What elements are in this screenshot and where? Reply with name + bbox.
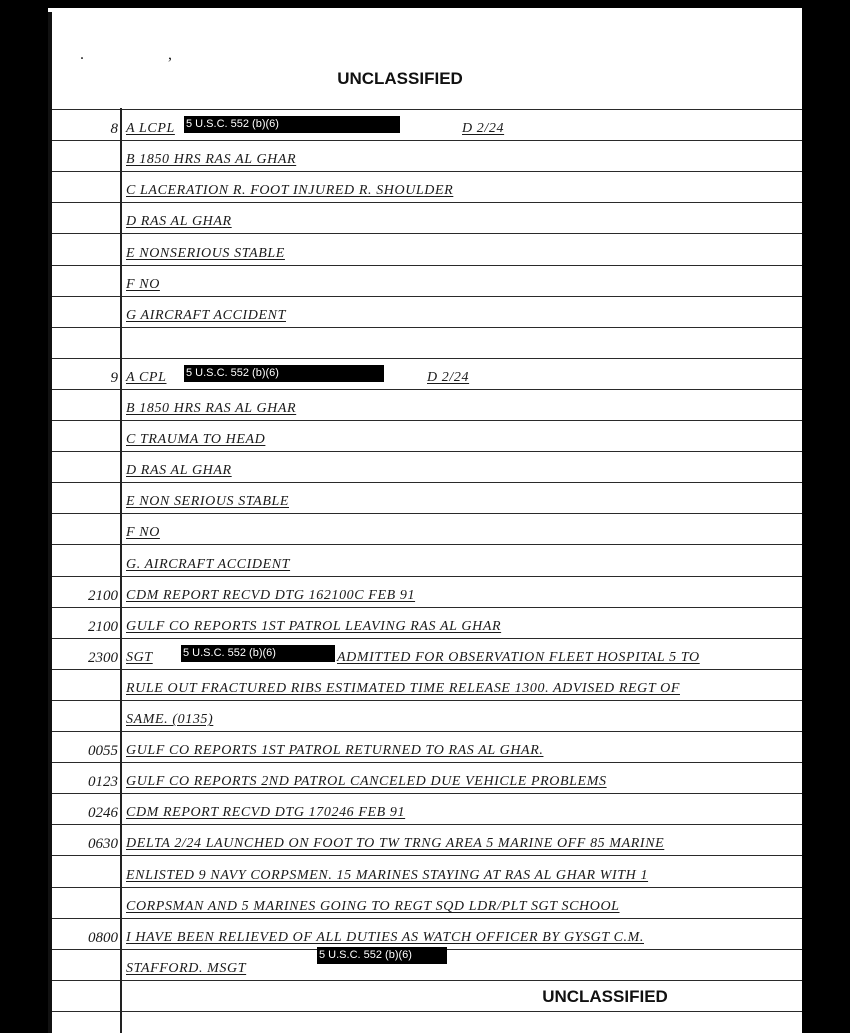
entry-text: B 1850 HRS RAS AL GHAR (126, 401, 297, 416)
time-entry: 0246 (88, 805, 118, 821)
classification-header: UNCLASSIFIED (337, 69, 463, 88)
log-line (52, 824, 802, 855)
log-line (52, 140, 802, 171)
entry-text: D RAS AL GHAR (126, 463, 232, 478)
entry-text: A LCPL (126, 121, 175, 136)
log-line (52, 171, 802, 202)
entry-text: ENLISTED 9 NAVY CORPSMEN. 15 MARINES STAYING AT RAS AL GHAR WITH 1 (126, 868, 649, 883)
log-line (52, 856, 802, 887)
time-entry: 2100 (88, 588, 118, 604)
entry-text: C LACERATION R. FOOT INJURED R. SHOULDER (126, 183, 454, 198)
log-line (52, 358, 802, 389)
entry-text: D RAS AL GHAR (126, 214, 232, 229)
entry-text: G AIRCRAFT ACCIDENT (126, 308, 286, 323)
entry-text: E NON SERIOUS STABLE (126, 494, 290, 509)
scan-right-border (802, 0, 850, 1033)
log-line (52, 327, 802, 358)
entry-text: CDM REPORT RECVD DTG 170246 FEB 91 (126, 805, 406, 820)
time-entry: 0123 (88, 774, 118, 790)
log-line (52, 793, 802, 824)
log-line (52, 607, 802, 638)
entry-text-continued: D 2/24 (462, 121, 505, 136)
log-line (52, 296, 802, 327)
log-line (52, 576, 802, 607)
time-entry: 8 (110, 121, 118, 137)
log-line (52, 265, 802, 296)
log-line (52, 669, 802, 700)
entry-text-continued: ADMITTED FOR OBSERVATION FLEET HOSPITAL 5 TO (337, 650, 700, 665)
log-line (52, 918, 802, 949)
log-line (52, 731, 802, 762)
log-line (52, 451, 802, 482)
entry-text: E NONSERIOUS STABLE (126, 246, 285, 261)
scan-left-border (0, 8, 48, 1033)
classification-footer: UNCLASSIFIED (542, 987, 668, 1006)
time-column-margin-line (120, 108, 122, 1033)
entry-text: SAME. (0135) (126, 712, 214, 727)
entry-text: GULF CO REPORTS 1ST PATROL RETURNED TO RAS AL GHAR. (126, 743, 544, 758)
stray-marks: . , (80, 46, 212, 63)
redaction-box: 5 U.S.C. 552 (b)(6) (184, 116, 400, 133)
time-entry: 0055 (88, 743, 118, 759)
entry-text: DELTA 2/24 LAUNCHED ON FOOT TO TW TRNG AREA 5 MARINE OFF 85 MARINE (126, 836, 665, 851)
log-line (52, 234, 802, 265)
log-line (52, 887, 802, 918)
entry-text: I HAVE BEEN RELIEVED OF ALL DUTIES AS WATCH OFFICER BY GYSGT C.M. (126, 930, 644, 945)
entry-text: STAFFORD. MSGT (126, 961, 247, 976)
log-line (52, 513, 802, 544)
entry-text: F NO (126, 277, 160, 292)
time-entry: 0630 (88, 836, 118, 852)
ruled-line (52, 1011, 802, 1012)
log-line (52, 420, 802, 451)
redaction-box: 5 U.S.C. 552 (b)(6) (181, 645, 335, 662)
time-entry: 2100 (88, 619, 118, 635)
log-line (52, 202, 802, 233)
log-line (52, 949, 802, 980)
entry-text: GULF CO REPORTS 1ST PATROL LEAVING RAS AL GHAR (126, 619, 502, 634)
entry-text: RULE OUT FRACTURED RIBS ESTIMATED TIME RELEASE 1300. ADVISED REGT OF (126, 681, 680, 696)
redaction-box: 5 U.S.C. 552 (b)(6) (317, 947, 447, 964)
log-line (52, 545, 802, 576)
ruled-line (52, 980, 802, 981)
log-line (52, 482, 802, 513)
time-entry: 2300 (88, 650, 118, 666)
redaction-box: 5 U.S.C. 552 (b)(6) (184, 365, 384, 382)
entry-text: C TRAUMA TO HEAD (126, 432, 266, 447)
scan-top-gap (47, 8, 807, 12)
entry-text: G. AIRCRAFT ACCIDENT (126, 557, 291, 572)
entry-text-continued: D 2/24 (427, 370, 470, 385)
entry-text: A CPL (126, 370, 167, 385)
log-line (52, 638, 802, 669)
entry-text: F NO (126, 525, 160, 540)
time-entry: 0800 (88, 930, 118, 946)
time-entry: 9 (110, 370, 118, 386)
log-line (52, 109, 802, 140)
log-line (52, 700, 802, 731)
entry-text: CORPSMAN AND 5 MARINES GOING TO REGT SQD LDR/PLT SGT SCHOOL (126, 899, 620, 914)
entry-text: CDM REPORT RECVD DTG 162100C FEB 91 (126, 588, 416, 603)
log-line (52, 389, 802, 420)
entry-text: SGT (126, 650, 153, 665)
log-line (52, 762, 802, 793)
entry-text: B 1850 HRS RAS AL GHAR (126, 152, 297, 167)
entry-text: GULF CO REPORTS 2ND PATROL CANCELED DUE VEHICLE PROBLEMS (126, 774, 607, 789)
